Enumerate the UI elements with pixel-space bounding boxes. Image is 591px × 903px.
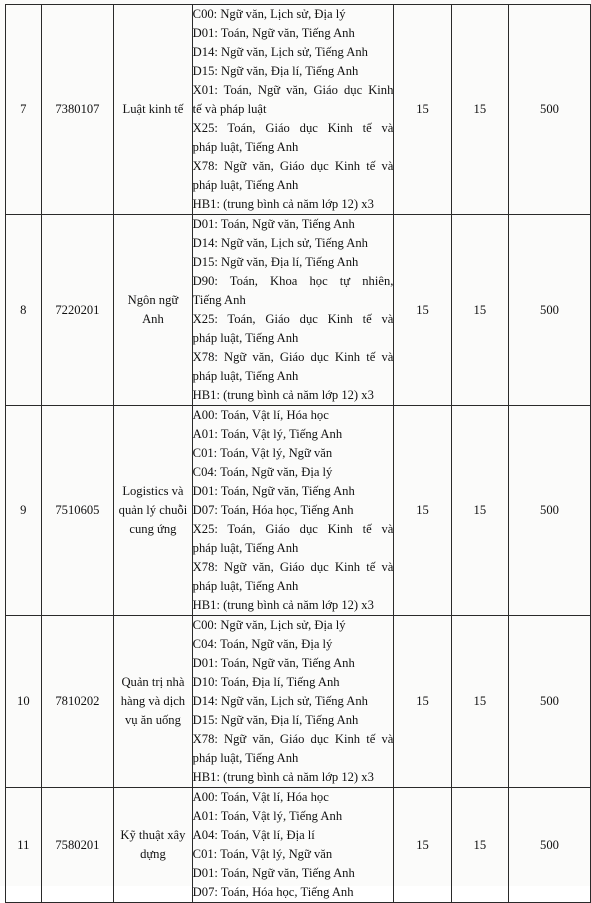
subject-combinations-cell	[192, 616, 394, 788]
major-code-cell: 7580201	[41, 788, 114, 903]
subject-combinations-cell	[192, 215, 394, 406]
value-cell-1: 15	[394, 406, 451, 616]
subject-combination-line: D14: Ngữ văn, Lịch sử, Tiếng Anh	[192, 694, 368, 708]
subject-combination-line: D07: Toán, Hóa học, Tiếng Anh	[192, 885, 354, 899]
subject-combination-line: A01: Toán, Vật lý, Tiếng Anh	[192, 427, 343, 441]
value-cell-2: 15	[451, 215, 508, 406]
value-cell-1: 15	[394, 788, 451, 903]
admissions-table	[5, 4, 591, 903]
subject-combinations-cell	[192, 788, 394, 903]
major-code-cell: 7220201	[41, 215, 114, 406]
table-body	[6, 5, 591, 903]
value-cell-2: 15	[451, 788, 508, 903]
subject-combination-line: Tiếng Anh	[192, 293, 246, 307]
subject-combination-line: D01: Toán, Ngữ văn, Tiếng Anh	[192, 866, 355, 880]
subject-combinations-cell	[192, 406, 394, 616]
subject-combinations-cell	[192, 5, 394, 215]
subject-combination-line: X78: Ngữ văn, Giáo dục Kinh tế và	[192, 350, 394, 364]
row-number-cell: 7	[6, 5, 42, 215]
subject-combination-line: HB1: (trung bình cả năm lớp 12) x3	[192, 770, 374, 784]
subject-combination-line: A00: Toán, Vật lí, Hóa học	[192, 790, 329, 804]
subject-combination-line: A00: Toán, Vật lí, Hóa học	[192, 408, 329, 422]
major-name-cell	[114, 788, 192, 903]
subject-combination-line: X25: Toán, Giáo dục Kinh tế và	[192, 522, 394, 536]
row-number-cell: 9	[6, 406, 42, 616]
quota-cell: 500	[508, 5, 590, 215]
subject-combination-line: X78: Ngữ văn, Giáo dục Kinh tế và	[192, 732, 394, 746]
subject-combination-line: D14: Ngữ văn, Lịch sử, Tiếng Anh	[192, 236, 368, 250]
major-name-line: Logistics và	[122, 484, 184, 498]
subject-combination-line: D01: Toán, Ngữ văn, Tiếng Anh	[192, 217, 355, 231]
major-name-line: vụ ăn uống	[124, 713, 181, 727]
table-row	[6, 5, 591, 215]
quota-cell: 500	[508, 616, 590, 788]
subject-combination-line: pháp luật, Tiếng Anh	[192, 579, 299, 593]
subject-combination-line: pháp luật, Tiếng Anh	[192, 751, 299, 765]
subject-combination-line: C04: Toán, Ngữ văn, Địa lý	[192, 637, 333, 651]
major-code-cell: 7380107	[41, 5, 114, 215]
major-name-line: Ngôn ngữ	[127, 293, 179, 307]
table-row	[6, 215, 591, 406]
quota-cell: 500	[508, 215, 590, 406]
value-cell-2: 15	[451, 616, 508, 788]
subject-combination-line: pháp luật, Tiếng Anh	[192, 541, 299, 555]
subject-combination-line: HB1: (trung bình cả năm lớp 12) x3	[192, 598, 374, 612]
subject-combination-line: D01: Toán, Ngữ văn, Tiếng Anh	[192, 656, 355, 670]
subject-combination-line: tế và pháp luật	[192, 102, 267, 116]
major-name-line: hàng và dịch	[120, 694, 186, 708]
table-row	[6, 788, 591, 903]
quota-cell: 500	[508, 788, 590, 903]
subject-combination-line: D15: Ngữ văn, Địa lí, Tiếng Anh	[192, 255, 359, 269]
subject-combination-line: pháp luật, Tiếng Anh	[192, 140, 299, 154]
table-row	[6, 616, 591, 788]
subject-combination-line: D01: Toán, Ngữ văn, Tiếng Anh	[192, 484, 355, 498]
major-name-line: Luật kinh tế	[122, 102, 184, 116]
major-name-cell	[114, 406, 192, 616]
subject-combination-line: pháp luật, Tiếng Anh	[192, 369, 299, 383]
subject-combination-line: pháp luật, Tiếng Anh	[192, 331, 299, 345]
quota-cell: 500	[508, 406, 590, 616]
major-name-cell	[114, 215, 192, 406]
major-name-line: quản lý chuỗi	[118, 503, 188, 517]
subject-combination-line: D14: Ngữ văn, Lịch sử, Tiếng Anh	[192, 45, 368, 59]
subject-combination-line: D90: Toán, Khoa học tự nhiên,	[192, 274, 394, 288]
value-cell-2: 15	[451, 406, 508, 616]
row-number-cell: 10	[6, 616, 42, 788]
major-name-line: Kỹ thuật xây	[120, 828, 186, 842]
value-cell-1: 15	[394, 616, 451, 788]
subject-combination-line: X25: Toán, Giáo dục Kinh tế và	[192, 121, 394, 135]
subject-combination-line: X78: Ngữ văn, Giáo dục Kinh tế và	[192, 159, 394, 173]
row-number-cell: 11	[6, 788, 42, 903]
subject-combination-line: D01: Toán, Ngữ văn, Tiếng Anh	[192, 26, 355, 40]
major-code-cell: 7510605	[41, 406, 114, 616]
major-name-cell	[114, 616, 192, 788]
value-cell-2: 15	[451, 5, 508, 215]
major-code-cell: 7810202	[41, 616, 114, 788]
subject-combination-line: D15: Ngữ văn, Địa lí, Tiếng Anh	[192, 64, 359, 78]
subject-combination-line: C00: Ngữ văn, Lịch sử, Địa lý	[192, 7, 346, 21]
table-row	[6, 406, 591, 616]
subject-combination-line: D10: Toán, Địa lí, Tiếng Anh	[192, 675, 340, 689]
subject-combination-line: X01: Toán, Ngữ văn, Giáo dục Kinh	[192, 83, 394, 97]
subject-combination-line: pháp luật, Tiếng Anh	[192, 178, 299, 192]
subject-combination-line: HB1: (trung bình cả năm lớp 12) x3	[192, 197, 374, 211]
subject-combination-line: X78: Ngữ văn, Giáo dục Kinh tế và	[192, 560, 394, 574]
major-name-line: cung ứng	[129, 522, 177, 536]
subject-combination-line: D15: Ngữ văn, Địa lí, Tiếng Anh	[192, 713, 359, 727]
subject-combination-line: A04: Toán, Vật lí, Địa lí	[192, 828, 315, 842]
subject-combination-line: C01: Toán, Vật lý, Ngữ văn	[192, 847, 333, 861]
row-number-cell: 8	[6, 215, 42, 406]
value-cell-1: 15	[394, 215, 451, 406]
subject-combination-line: D07: Toán, Hóa học, Tiếng Anh	[192, 503, 354, 517]
major-name-line: Anh	[142, 312, 164, 326]
major-name-line: Quản trị nhà	[121, 675, 185, 689]
major-name-cell	[114, 5, 192, 215]
subject-combination-line: C01: Toán, Vật lý, Ngữ văn	[192, 446, 333, 460]
value-cell-1: 15	[394, 5, 451, 215]
subject-combination-line: X25: Toán, Giáo dục Kinh tế và	[192, 312, 394, 326]
subject-combination-line: C04: Toán, Ngữ văn, Địa lý	[192, 465, 333, 479]
major-name-line: dựng	[140, 847, 166, 861]
subject-combination-line: A01: Toán, Vật lý, Tiếng Anh	[192, 809, 343, 823]
subject-combination-line: HB1: (trung bình cả năm lớp 12) x3	[192, 388, 374, 402]
subject-combination-line: C00: Ngữ văn, Lịch sử, Địa lý	[192, 618, 346, 632]
